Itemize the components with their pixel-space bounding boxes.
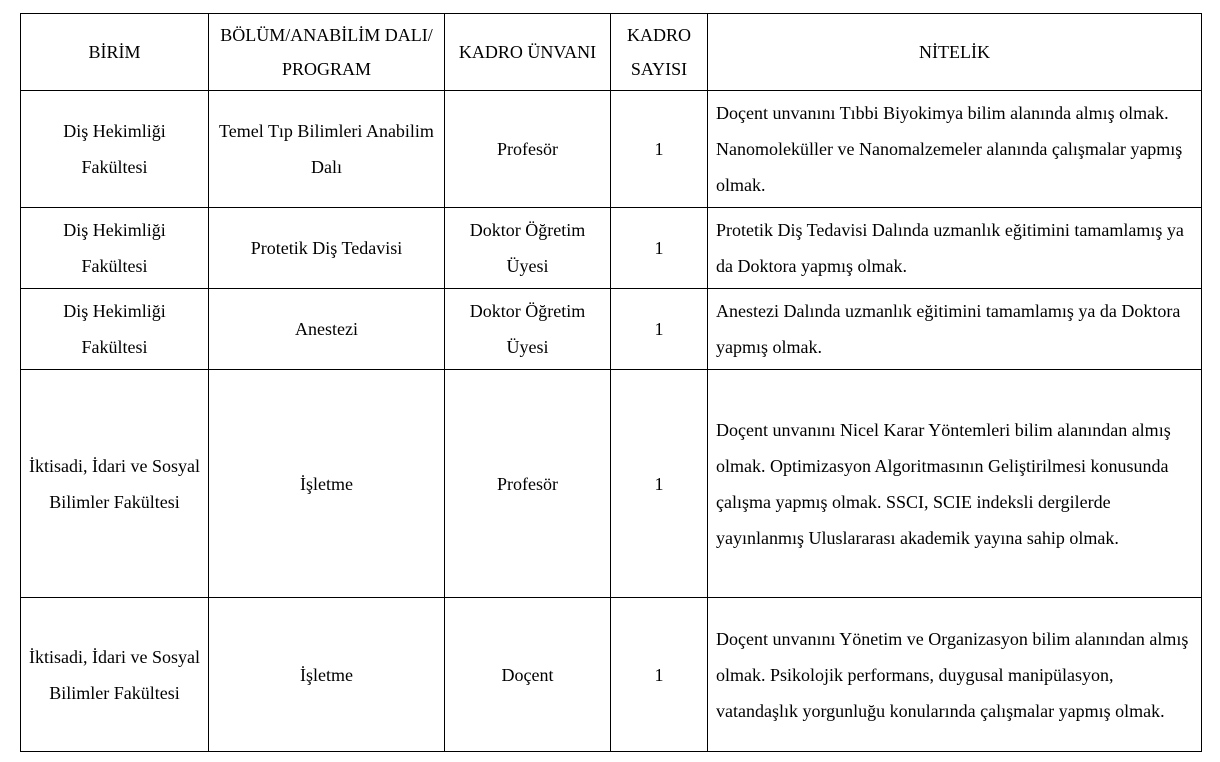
table-row (21, 91, 1202, 208)
cell-kadro-sayisi: 1 (611, 208, 708, 289)
cell-kadro-unvani: Doktor Öğretim Üyesi (445, 208, 611, 289)
cell-nitelik: Doçent unvanını Tıbbi Biyokimya bilim alanında almış olmak. Nanomoleküller ve Nanomalzemeler alanında çalışmalar yapmış olmak. (708, 91, 1202, 208)
cell-kadro-sayisi: 1 (611, 370, 708, 598)
cell-nitelik: Protetik Diş Tedavisi Dalında uzmanlık eğitimini tamamlamış ya da Doktora yapmış olmak. (708, 208, 1202, 289)
table-header-row (21, 14, 1202, 91)
table-row (21, 598, 1202, 752)
cell-kadro-unvani: Doktor Öğretim Üyesi (445, 289, 611, 370)
table-row (21, 289, 1202, 370)
kadro-table-container (20, 13, 1201, 752)
cell-kadro-unvani: Profesör (445, 91, 611, 208)
header-kadro-unvani: KADRO ÜNVANI (445, 14, 611, 91)
cell-kadro-sayisi: 1 (611, 598, 708, 752)
kadro-table (20, 13, 1202, 752)
header-birim: BİRİM (21, 14, 209, 91)
cell-birim: Diş Hekimliği Fakültesi (21, 208, 209, 289)
cell-birim: İktisadi, İdari ve Sosyal Bilimler Fakültesi (21, 370, 209, 598)
cell-birim: Diş Hekimliği Fakültesi (21, 289, 209, 370)
cell-nitelik: Doçent unvanını Yönetim ve Organizasyon bilim alanından almış olmak. Psikolojik performans, duygusal manipülasyon, vatandaşlık yorgunluğu konularında çalışmalar yapmış olmak. (708, 598, 1202, 752)
cell-bolum: İşletme (209, 370, 445, 598)
cell-bolum: Anestezi (209, 289, 445, 370)
cell-kadro-sayisi: 1 (611, 91, 708, 208)
header-bolum: BÖLÜM/ANABİLİM DALI/ PROGRAM (209, 14, 445, 91)
cell-nitelik: Doçent unvanını Nicel Karar Yöntemleri bilim alanından almış olmak. Optimizasyon Algoritmasının Geliştirilmesi konusunda çalışma yapmış olmak. SSCI, SCIE indeksli dergilerde yayınlanmış Uluslararası akademik yayına sahip olmak. (708, 370, 1202, 598)
header-kadro-sayisi: KADRO SAYISI (611, 14, 708, 91)
cell-nitelik: Anestezi Dalında uzmanlık eğitimini tamamlamış ya da Doktora yapmış olmak. (708, 289, 1202, 370)
header-nitelik: NİTELİK (708, 14, 1202, 91)
table-row (21, 208, 1202, 289)
table-row (21, 370, 1202, 598)
cell-kadro-unvani: Profesör (445, 370, 611, 598)
cell-birim: İktisadi, İdari ve Sosyal Bilimler Fakültesi (21, 598, 209, 752)
cell-birim: Diş Hekimliği Fakültesi (21, 91, 209, 208)
cell-bolum: Temel Tıp Bilimleri Anabilim Dalı (209, 91, 445, 208)
cell-kadro-unvani: Doçent (445, 598, 611, 752)
cell-bolum: Protetik Diş Tedavisi (209, 208, 445, 289)
cell-kadro-sayisi: 1 (611, 289, 708, 370)
cell-bolum: İşletme (209, 598, 445, 752)
